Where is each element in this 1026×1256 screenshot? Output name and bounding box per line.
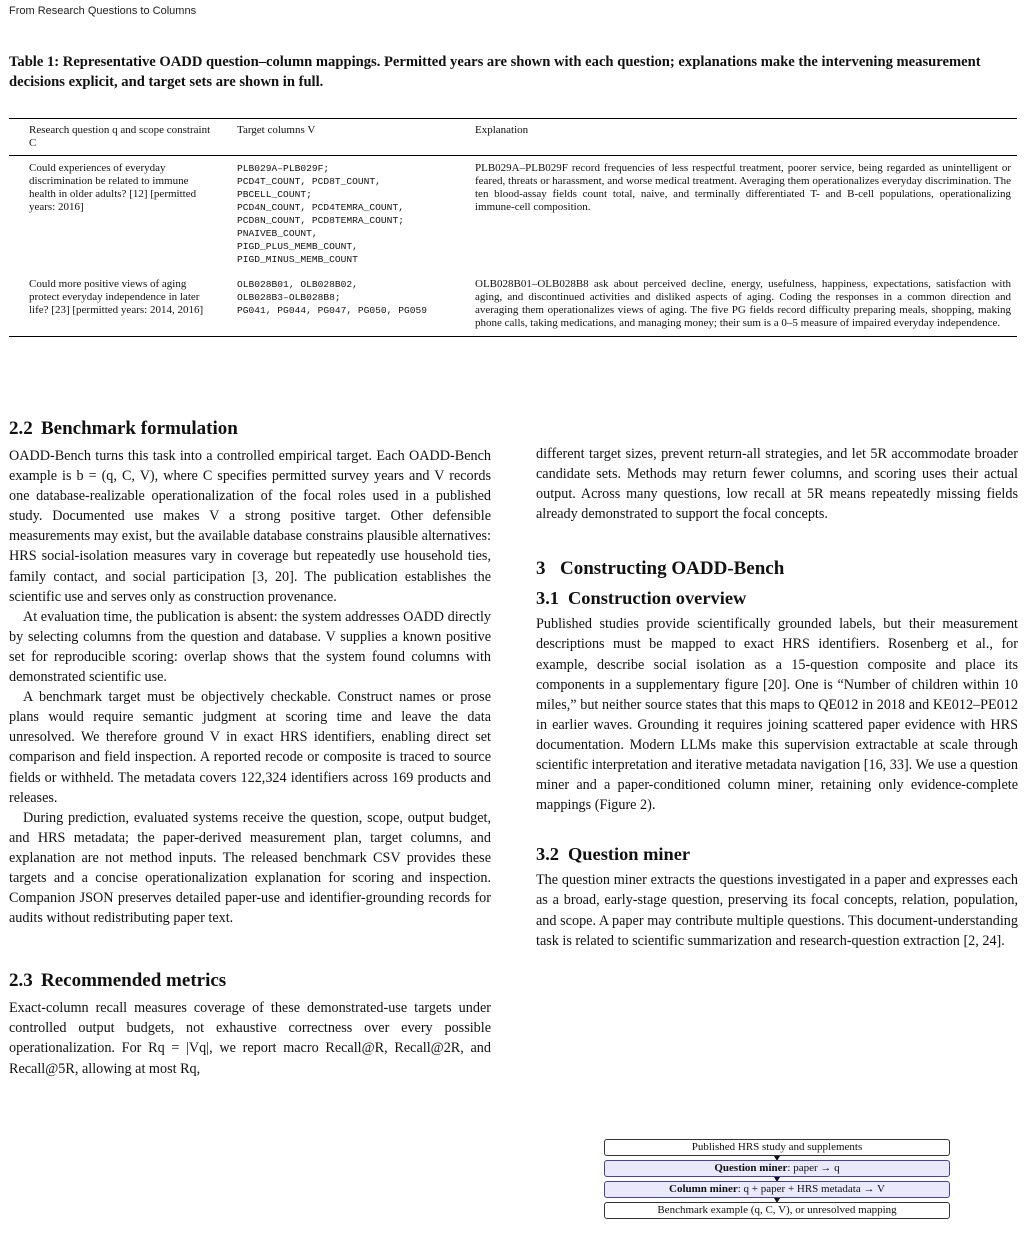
pipeline-box-question-miner bbox=[604, 1160, 950, 1177]
target-line: PIGD_PLUS_MEMB_COUNT, bbox=[237, 241, 358, 252]
target-line: PIGD_MINUS_MEMB_COUNT bbox=[237, 254, 358, 265]
target-line: PCD4N_COUNT, PCD4TEMRA_COUNT, bbox=[237, 202, 404, 213]
table-row bbox=[9, 272, 1017, 337]
left-column bbox=[9, 418, 491, 1079]
target-line: PCD8N_COUNT, PCD8TEMRA_COUNT; bbox=[237, 215, 404, 226]
target-line: PBCELL_COUNT; bbox=[237, 189, 312, 200]
pipeline-box-label: Published HRS study and supplements bbox=[691, 1141, 863, 1153]
paragraph: Exact-column recall measures coverage of these demonstrated-use targets under controlled output budgets, not exhaustive correctness over every possible operationalization. For Rq = |Vq|, we report macro Recall@R, Recall@2R, and Recall@5R, allowing at most Rq, bbox=[9, 1000, 491, 1077]
paragraph: different target sizes, prevent return-all strategies, and let 5R accommodate broader candidate sets. Methods may return fewer columns, and scoring uses their actual output. Across many questions, low recall at 5R means repeatedly missing fields already demonstrated to support the focal concepts. bbox=[536, 446, 1018, 523]
targets-cell bbox=[217, 272, 455, 337]
targets-cell bbox=[217, 156, 455, 273]
pipeline-box-output bbox=[604, 1202, 950, 1219]
pipeline-box-label: : q + paper + HRS metadata → V bbox=[737, 1183, 885, 1195]
target-line: OLB028B01, OLB028B02, bbox=[237, 279, 358, 290]
section-title: Constructing OADD-Bench bbox=[560, 558, 785, 580]
target-line: OLB028B3–OLB028B8; bbox=[237, 292, 341, 303]
question-cell: Could more positive views of aging protect everyday independence in later life? [23] [permitted years: 2014, 2016] bbox=[9, 272, 217, 337]
section-heading bbox=[9, 970, 491, 992]
paragraph: The question miner extracts the questions investigated in a paper and expresses each as a broad, early-stage question, preserving its focal concepts, relation, population, and scope. A paper may contribute multiple questions. This document-understanding task is related to scientific summarization and research-question extraction [2, 24]. bbox=[536, 872, 1018, 949]
pipeline-box-label: Question miner bbox=[714, 1162, 788, 1174]
table-header-row bbox=[9, 119, 1017, 156]
explanation-cell: PLB029A–PLB029F record frequencies of less respectful treatment, poorer service, being regarded as unintelligent or feared, threats or harassment, and worse medical treatment. Averaging them operationalizes everyday discrimination. The ten blood-assay fields count total, naive, and terminally differentiated T- and B-cell populations, operationalizing immune-cell composition. bbox=[475, 162, 1011, 213]
target-line: PNAIVEB_COUNT, bbox=[237, 228, 318, 239]
section-number: 2.2 bbox=[9, 418, 33, 439]
paragraph: Published studies provide scientifically grounded labels, but their measurement descriptions must be mapped to exact HRS identifiers. Rosenberg et al., for example, describe social isolation as a 15-question composite and place its components in a supplementary figure [20]. One is “Number of children within 10 miles,” but neither source states that this maps to QE012 in 2018 and KE012–PE012 in earlier waves. Grounding it requires joining scattered paper evidence with HRS documentation. Modern LLMs make this supervision extractable at scale through scientific interpretation and iterative metadata navigation [16, 33]. We use a question miner and a paper-conditioned column miner, retaining only evidence-complete mappings (Figure 2). bbox=[536, 616, 1018, 814]
section-heading bbox=[9, 418, 491, 440]
column-header-targets: Target columns V bbox=[217, 119, 455, 156]
column-header-explanation: Explanation bbox=[455, 119, 1017, 156]
paragraph: A benchmark target must be objectively checkable. Construct names or prose plans would require semantic judgment at scoring time and leave the data unresolved. We therefore ground V in exact HRS identifiers, enabling direct set comparison and field inspection. A reported recode or composite is traced to source fields or withheld. The metadata covers 122,324 identifiers across 169 products and releases. bbox=[9, 689, 491, 806]
pipeline-box-label: Column miner bbox=[669, 1183, 738, 1195]
target-line: PLB029A–PLB029F; bbox=[237, 163, 330, 174]
table-row bbox=[9, 156, 1017, 273]
subsection-title: Construction overview bbox=[568, 588, 747, 609]
question-cell: Could experiences of everyday discrimination be related to immune health in older adults? [12] [permitted years: 2016] bbox=[29, 162, 197, 213]
subsection-heading bbox=[536, 587, 1018, 609]
pipeline-box-source bbox=[604, 1139, 950, 1156]
pipeline-box-label: Benchmark example (q, C, V), or unresolved mapping bbox=[657, 1204, 897, 1216]
section-number: 2.3 bbox=[9, 970, 33, 992]
running-head: From Research Questions to Columns bbox=[9, 5, 197, 17]
right-column bbox=[536, 418, 1018, 951]
subsection-number: 3.1 bbox=[536, 588, 559, 609]
section-heading bbox=[536, 558, 1018, 580]
section-title: Benchmark formulation bbox=[41, 418, 238, 439]
table-caption: Table 1: Representative OADD question–column mappings. Permitted years are shown with each question; explanations make the intervening measurement decisions explicit, and target sets are shown in full. bbox=[9, 54, 981, 90]
explanation-cell: OLB028B01–OLB028B8 ask about perceived decline, energy, usefulness, happiness, expectations, satisfaction with aging, and discontinued activities and disliked aspects of aging. Coding the responses in a common direction and averaging them operationalizes views of aging. The five PG fields record difficulty preparing meals, shopping, making phone calls, taking medications, and managing money; their sum is a 0–5 measure of impaired everyday independence. bbox=[455, 272, 1017, 337]
subsection-number: 3.2 bbox=[536, 844, 559, 865]
target-line: PG041, PG044, PG047, PG050, PG059 bbox=[237, 305, 427, 316]
pipeline-box-label: : paper → q bbox=[787, 1162, 840, 1174]
mapping-table bbox=[9, 118, 1017, 337]
column-header-question: Research question q and scope constraint C bbox=[9, 119, 217, 156]
pipeline-box-column-miner bbox=[604, 1181, 950, 1198]
subsection-title: Question miner bbox=[568, 844, 691, 865]
target-line: PCD4T_COUNT, PCD8T_COUNT, bbox=[237, 176, 381, 187]
pipeline-diagram bbox=[604, 1139, 950, 1223]
paragraph: During prediction, evaluated systems receive the question, scope, output budget, and HRS metadata; the paper-derived measurement plan, target columns, and explanation are not method inputs. The released benchmark CSV provides these targets and a concise operationalization explanation for scoring and inspection. Companion JSON preserves detailed paper-use and identifier-grounding records for audits without redistributing paper text. bbox=[9, 809, 491, 927]
subsection-heading bbox=[536, 843, 1018, 865]
paragraph: At evaluation time, the publication is absent: the system addresses OADD directly by selecting columns from the question and database. V supplies a known positive set for reproducible scoring: overlap shows that the system found columns with demonstrated scientific use. bbox=[9, 608, 491, 686]
section-title: Recommended metrics bbox=[41, 970, 227, 992]
paragraph: OADD-Bench turns this task into a controlled empirical target. Each OADD-Bench example is b = (q, C, V), where C specifies permitted survey years and V records one database-realizable operationalization of the focal roles used in a published study. Documented use makes V a strong positive target. Other defensible measurements may exist, but the available database constrains plausible alternatives: HRS social-isolation measures vary in coverage but repeatedly use household ties, family contact, and social participation [3, 20]. The publication establishes the scientific use and serves only as construction provenance. bbox=[9, 448, 491, 605]
section-number: 3 bbox=[536, 558, 546, 580]
